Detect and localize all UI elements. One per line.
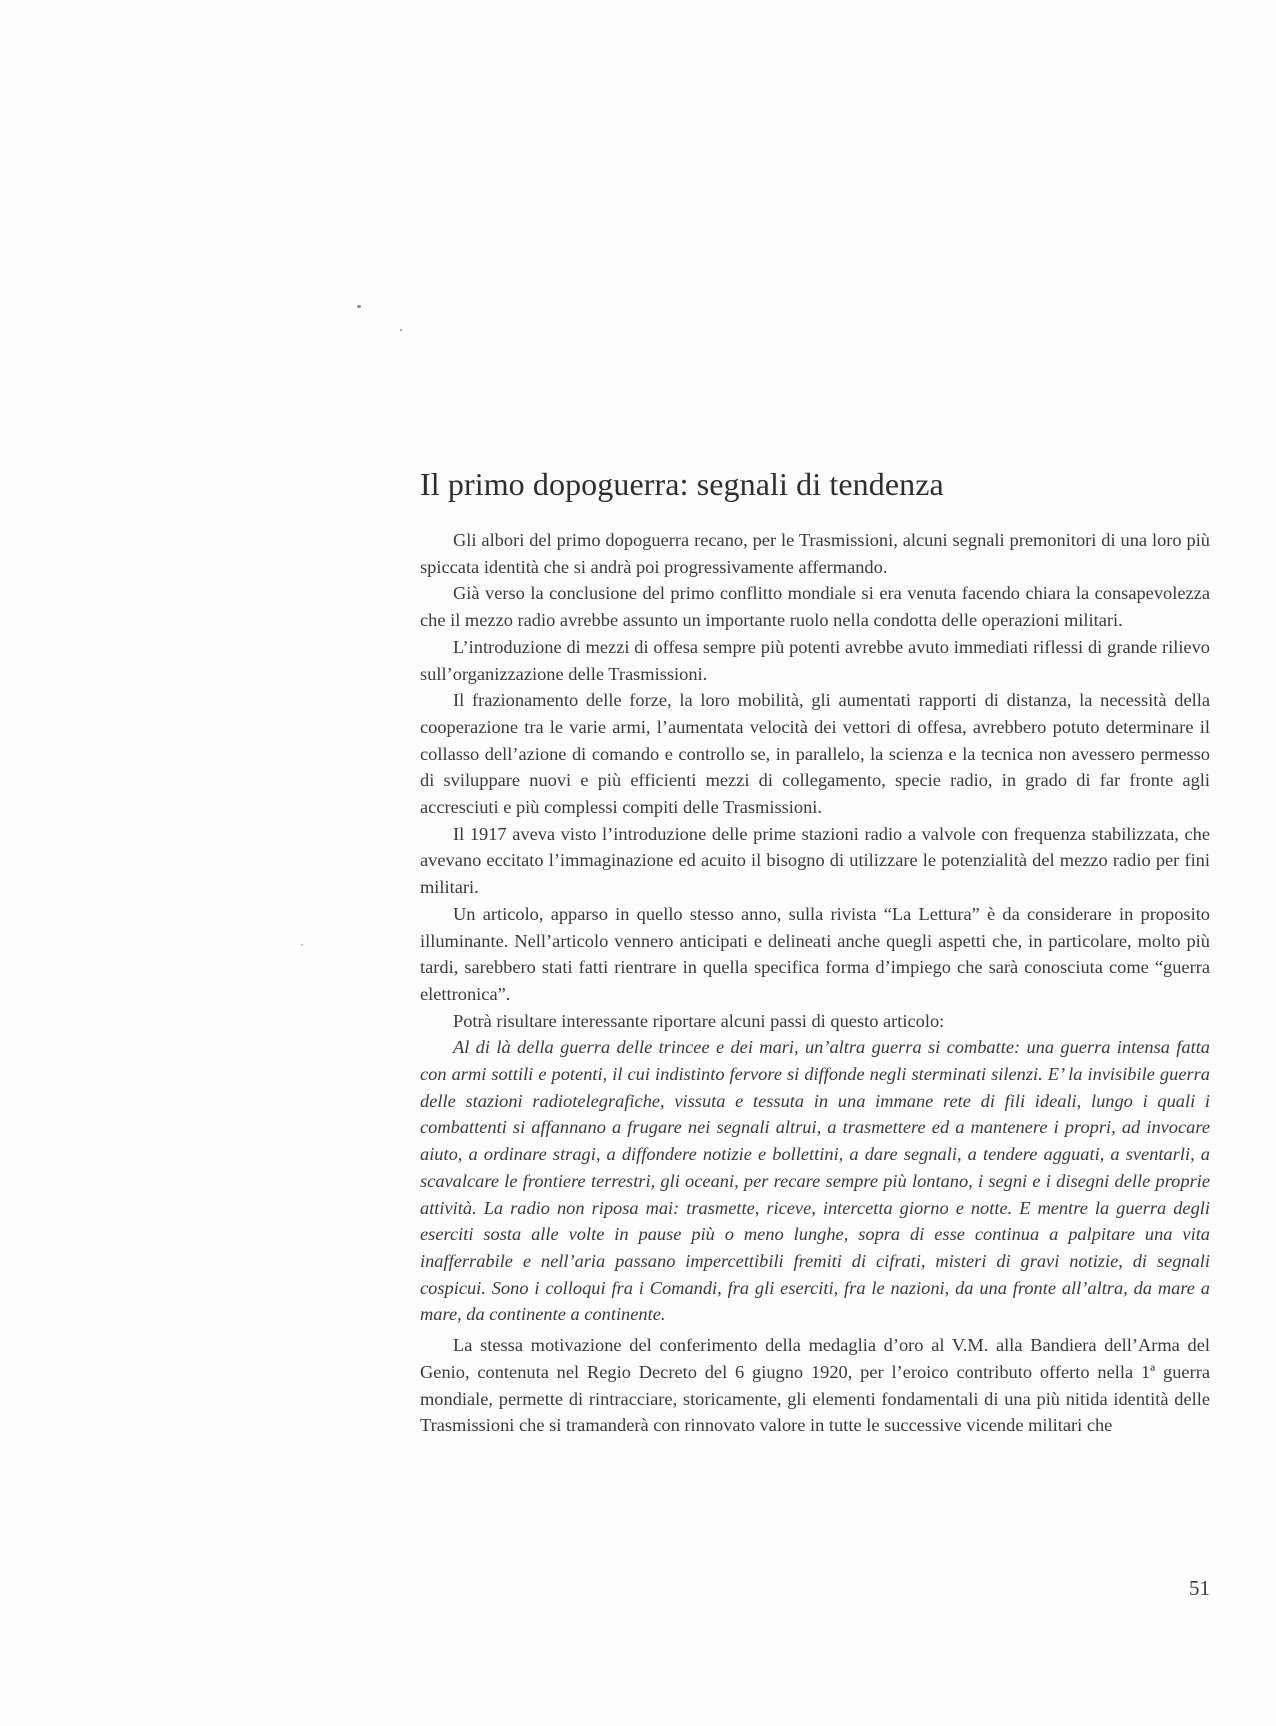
paragraph: L’introduzione di mezzi di offesa sempre più potenti avrebbe avuto immediati riflessi di grande rilievo sull’organizzazione delle Trasmissioni. bbox=[420, 636, 1210, 684]
scan-speck bbox=[301, 944, 303, 946]
text-column bbox=[420, 466, 1210, 1439]
paragraph: Il frazionamento delle forze, la loro mobilità, gli aumentati rapporti di distanza, la necessità della cooperazione tra le varie armi, l’aumentata velocità dei vettori di offesa, avrebbero potuto determinare il collasso dell’azione di comando e controllo se, in parallelo, la scienza e la tecnica non avessero permesso di sviluppare nuovi e più efficienti mezzi di collegamento, specie radio, in grado di far fronte agli accresciuti e più complessi compiti delle Trasmissioni. bbox=[420, 690, 1210, 818]
chapter-title: Il primo dopoguerra: segnali di tendenza bbox=[420, 466, 944, 502]
paragraph: Già verso la conclusione del primo conflitto mondiale si era venuta facendo chiara la consapevolezza che il mezzo radio avrebbe assunto un importante ruolo nella condotta delle operazioni militari. bbox=[420, 583, 1210, 631]
paragraph: Un articolo, apparso in quello stesso anno, sulla rivista “La Lettura” è da considerare in proposito illuminante. Nell’articolo vennero anticipati e delineati anche quegli aspetti che, in particolare, molto più tardi, sarebbero stati fatti rientrare in quella specifica forma d’impiego che sarà conosciuta come “guerra elettronica”. bbox=[420, 903, 1210, 1004]
paragraph: Potrà risultare interessante riportare alcuni passi di questo articolo: bbox=[453, 1010, 945, 1031]
paragraph: Gli albori del primo dopoguerra recano, per le Trasmissioni, alcuni segnali premonitori di una loro più spiccata identità che si andrà poi progressivamente affermando. bbox=[420, 530, 1210, 577]
paragraph: Il 1917 aveva visto l’introduzione delle prime stazioni radio a valvole con frequenza stabilizzata, che avevano eccitato l’immaginazione ed acuito il bisogno di utilizzare le potenzialità del mezzo radio per fini militari. bbox=[420, 823, 1210, 898]
paragraph: La stessa motivazione del conferimento della medaglia d’oro al V.M. alla Bandiera dell’Arma del Genio, contenuta nel Regio Decreto del 6 giugno 1920, per l’eroico contributo offerto nella 1ª guerra mondiale, permette di rintracciare, storicamente, gli elementi fondamentali di una più nitida identità delle Trasmissioni che si tramanderà con rinnovato valore in tutte le successive vicende militari che bbox=[420, 1335, 1210, 1436]
scan-speck bbox=[400, 329, 402, 331]
article-quote: Al di là della guerra delle trincee e dei mari, un’altra guerra si combatte: una guerra intensa fatta con armi sottili e potenti, il cui indistinto fervore si diffonde negli sterminati silenzi. E’ la invisibile guerra delle stazioni radiotelegrafiche, vissuta e tessuta in una immane rete di fili ideali, lungo i quali i combattenti si affannano a frugare nei segnali altrui, a trasmettere ed a mantenere i propri, ad invocare aiuto, a ordinare stragi, a diffondere notizie e bollettini, a dare segnali, a tendere agguati, a sventarli, a scavalcare le frontiere terrestri, gli oceani, per recare sempre più lontano, i segni e i disegni delle proprie attività. La radio non riposa mai: trasmette, riceve, intercetta giorno e notte. E mentre la guerra degli eserciti sosta alle volte in pause più o meno lunghe, sopra di esse continua a palpitare una vita inafferrabile e nell’aria passano impercettibili fremiti di cifrati, misteri di gravi notizie, di segnali cospicui. Sono i colloqui fra i Comandi, fra gli eserciti, fra le nazioni, da una fronte all’altra, da mare a mare, da continente a continente. bbox=[420, 1037, 1210, 1325]
page-number: 51 bbox=[1189, 1576, 1210, 1600]
scan-speck bbox=[357, 305, 361, 308]
